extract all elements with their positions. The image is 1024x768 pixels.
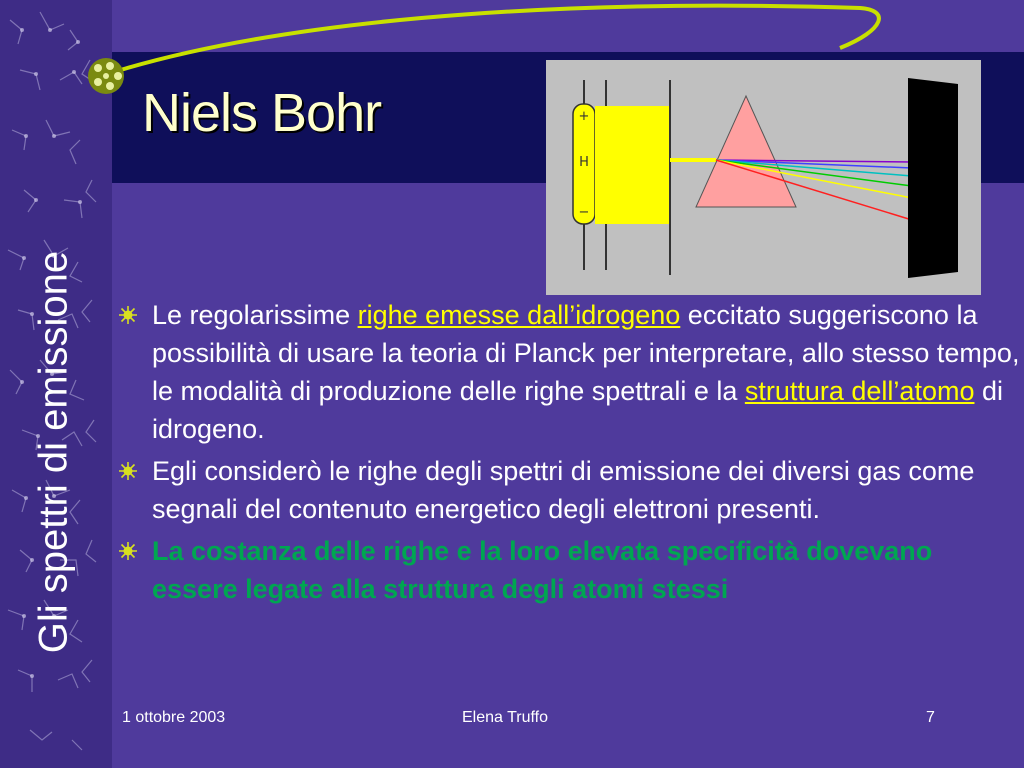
bullet-text: Egli considerò le righe degli spettri di emissione dei diversi gas come segnali del contenuto energetico degli elettroni presenti. [152,456,975,524]
bullet-item [118,532,1024,608]
footer-author: Elena Truffo [462,709,548,726]
footer-page-number: 7 [926,709,935,726]
tube-plus: + [578,109,590,124]
star-bullet-icon [118,541,138,561]
bullet-item [118,452,1024,528]
star-bullet-icon [118,461,138,481]
prism-spectrum-figure [546,60,981,295]
slide-title: Niels Bohr [142,83,382,143]
footer-date: 1 ottobre 2003 [122,709,226,726]
hydrogen-lines-link[interactable]: righe emesse dall’idrogeno [357,300,681,330]
side-title: Gli spettri di emissione [31,250,76,654]
star-bullet-icon [118,305,138,325]
atom-structure-link[interactable]: struttura dell’atomo [744,376,975,406]
prism-spectrum-diagram [546,60,981,295]
bullet-text-middle: eccitato suggeriscono la possibilità di usare la teoria di Planck per interpretare, allo stesso tempo, le modalità di produzione delle righe spettrali e la [152,300,1020,406]
bullet-list [118,296,1024,612]
emphasis-bullet-text: La costanza delle righe e la loro elevata specificità dovevano essere legate alla struttura degli atomi stessi [152,536,933,604]
tube-element: H [579,155,589,170]
tube-minus: − [578,205,590,220]
bullet-text-end: di idrogeno. [152,376,1003,444]
bullet-text-start: Le regolarissime [152,300,358,330]
bullet-item [118,296,1024,448]
decorative-ball-icon [88,58,124,94]
